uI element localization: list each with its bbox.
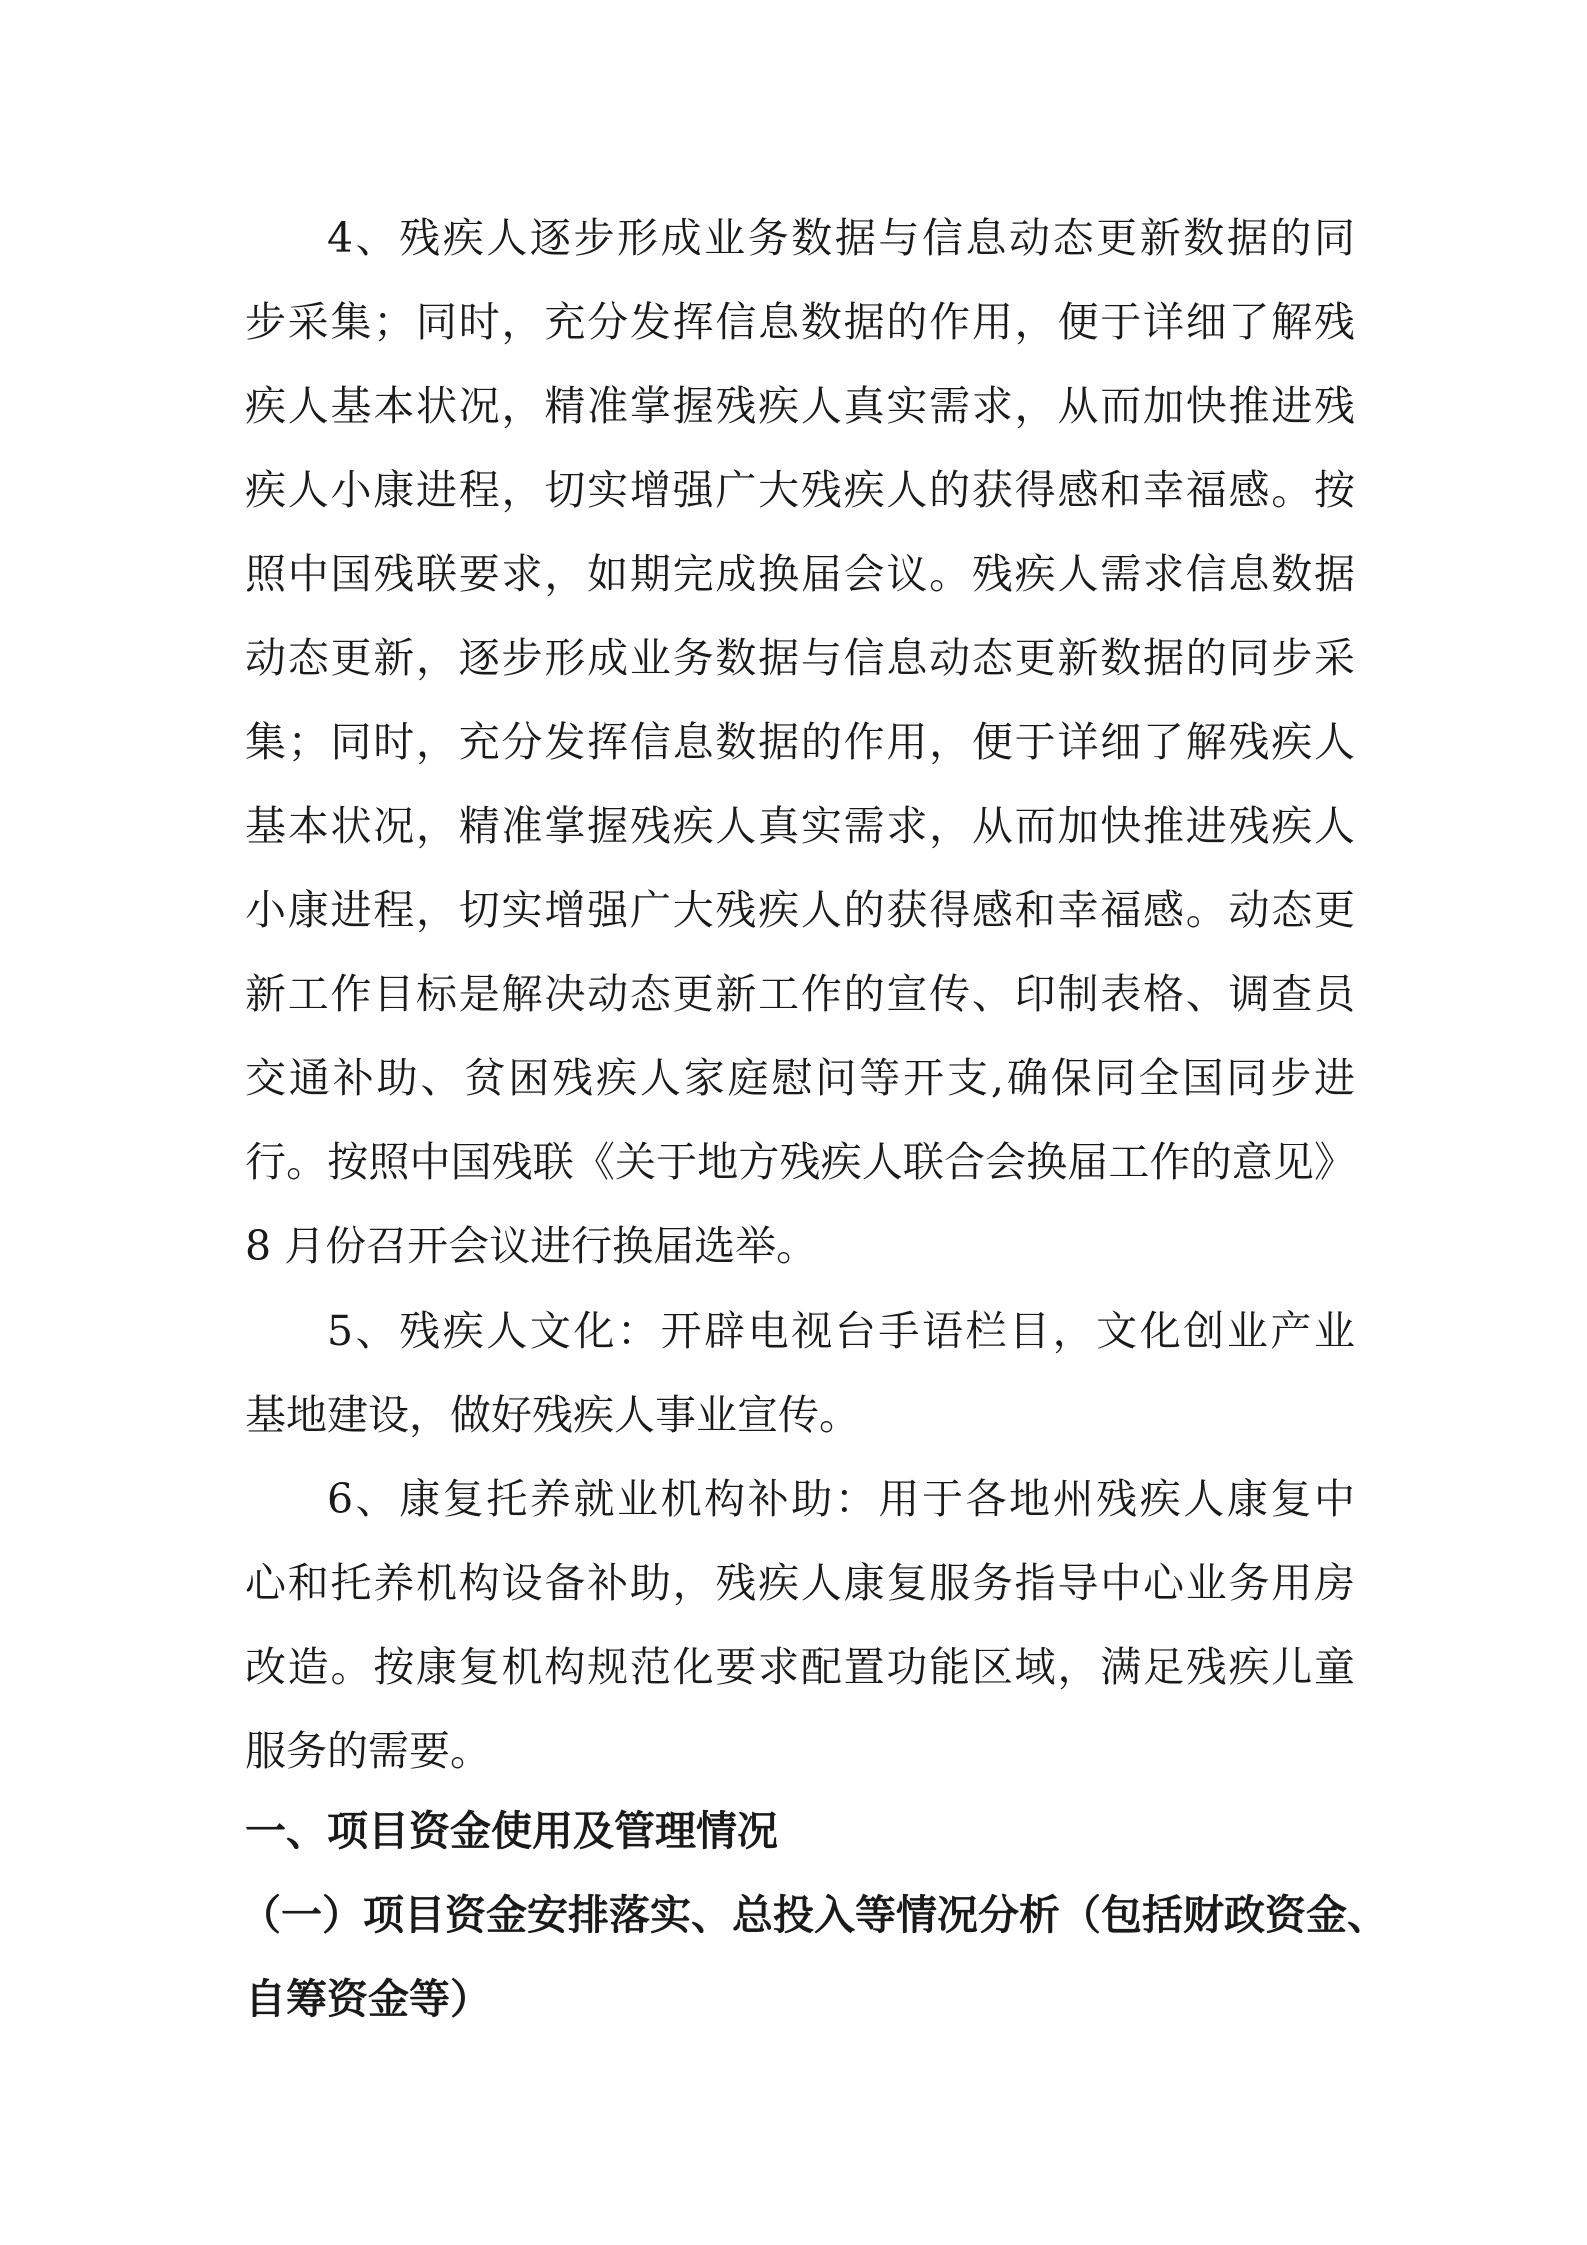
- subsection-heading-line: 自筹资金等）: [245, 1975, 491, 2023]
- paragraph-4-line: 行。按照中国残联《关于地方残疾人联合会换届工作的意见》: [245, 1138, 1355, 1186]
- paragraph-5-line: 5、残疾人文化：开辟电视台手语栏目，文化创业产业: [327, 1307, 1355, 1355]
- paragraph-5-line: 基地建设，做好残疾人事业宣传。: [245, 1391, 860, 1439]
- paragraph-6-line: 服务的需要。: [245, 1727, 491, 1775]
- paragraph-6-line: 6、康复托养就业机构补助：用于各地州残疾人康复中: [327, 1475, 1355, 1523]
- paragraph-4-line: 疾人小康进程，切实增强广大残疾人的获得感和幸福感。按: [245, 466, 1355, 514]
- paragraph-6-line: 心和托养机构设备补助，残疾人康复服务指导中心业务用房: [245, 1559, 1355, 1607]
- paragraph-4-line: 动态更新，逐步形成业务数据与信息动态更新数据的同步采: [245, 634, 1355, 682]
- paragraph-4-line: 疾人基本状况，精准掌握残疾人真实需求，从而加快推进残: [245, 382, 1355, 430]
- paragraph-6-line: 改造。按康复机构规范化要求配置功能区域，满足残疾儿童: [245, 1643, 1355, 1691]
- paragraph-4-line: 步采集；同时，充分发挥信息数据的作用，便于详细了解残: [245, 298, 1355, 346]
- paragraph-4-line: 新工作目标是解决动态更新工作的宣传、印制表格、调查员: [245, 970, 1355, 1018]
- subsection-heading-line: （一）项目资金安排落实、总投入等情况分析（包括财政资金、: [240, 1891, 1388, 1939]
- paragraph-4-line: 集；同时，充分发挥信息数据的作用，便于详细了解残疾人: [245, 718, 1355, 766]
- paragraph-4-line: 4、残疾人逐步形成业务数据与信息动态更新数据的同: [327, 214, 1355, 262]
- paragraph-4-line: 8 月份召开会议进行换届选举。: [245, 1222, 818, 1270]
- paragraph-4-line: 小康进程，切实增强广大残疾人的获得感和幸福感。动态更: [245, 886, 1355, 934]
- paragraph-4-line: 照中国残联要求，如期完成换届会议。残疾人需求信息数据: [245, 550, 1355, 598]
- paragraph-4-line: 交通补助、贫困残疾人家庭慰问等开支,确保同全国同步进: [245, 1054, 1355, 1102]
- section-heading-1: 一、项目资金使用及管理情况: [245, 1807, 778, 1855]
- paragraph-4-line: 基本状况，精准掌握残疾人真实需求，从而加快推进残疾人: [245, 802, 1355, 850]
